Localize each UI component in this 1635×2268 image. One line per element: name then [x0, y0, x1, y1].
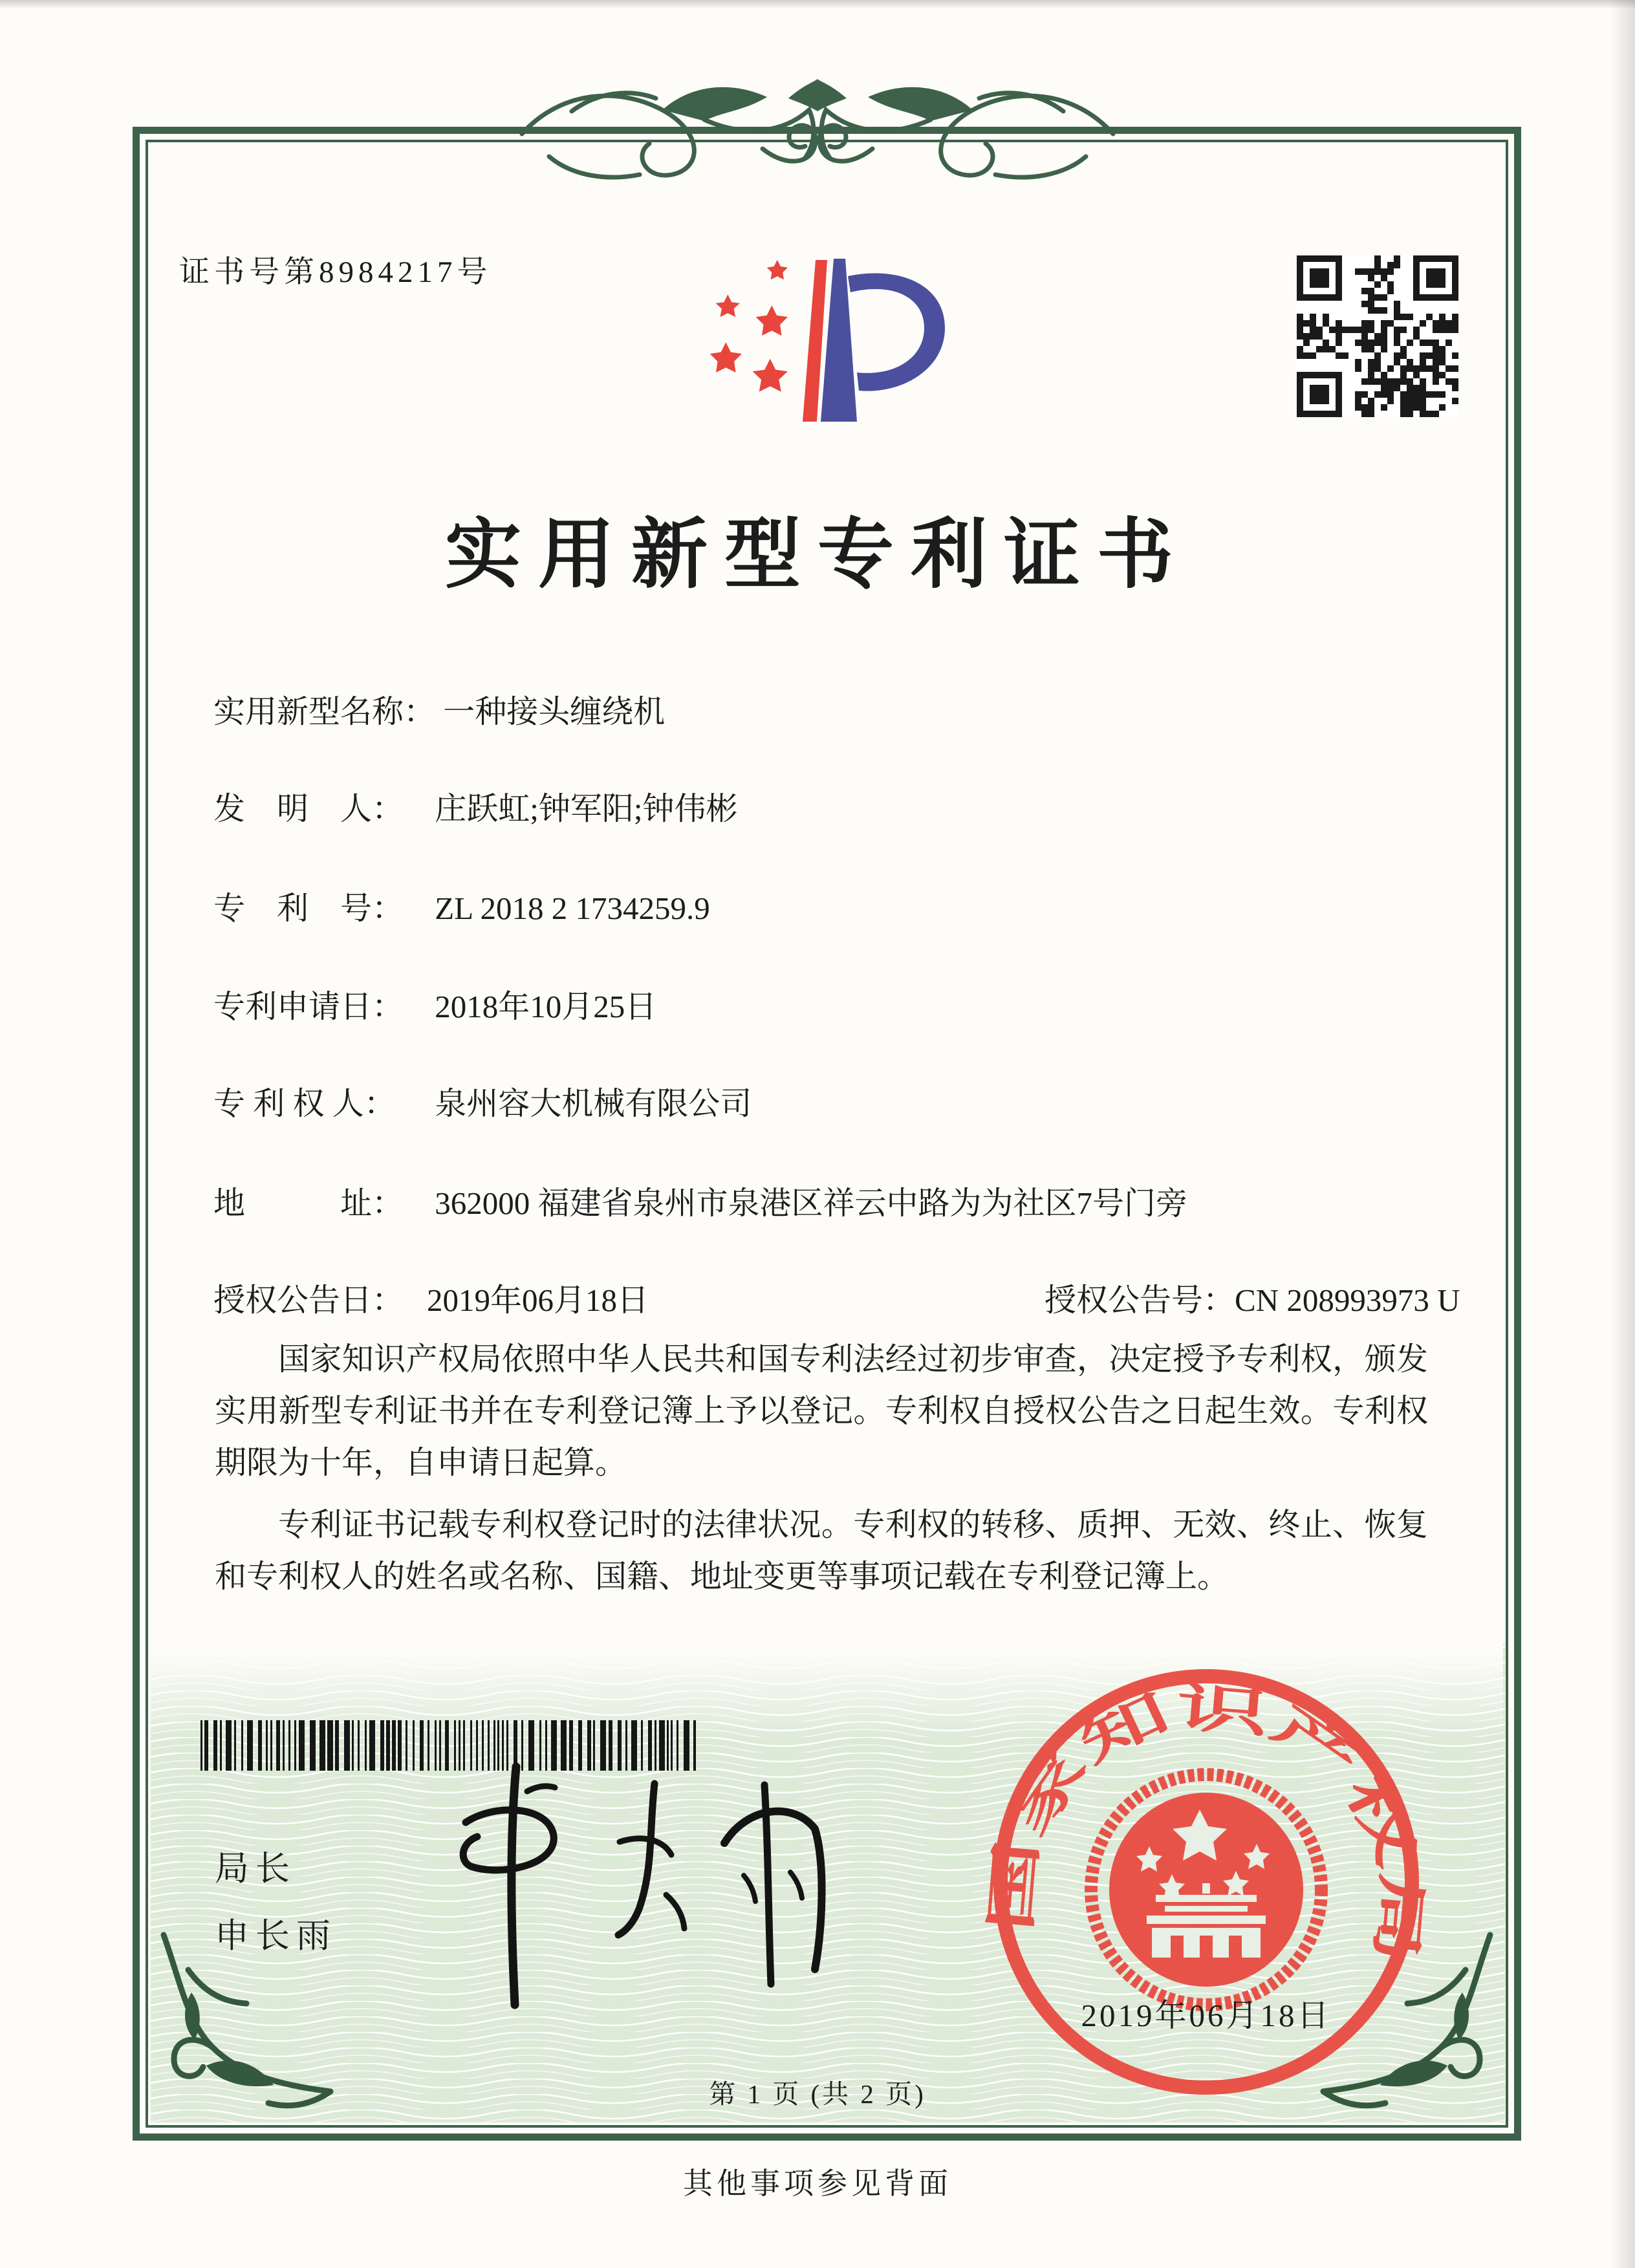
field-value: 一种接头缠绕机 [443, 694, 666, 729]
field-value: 庄跃虹;钟军阳;钟伟彬 [435, 791, 738, 826]
certificate-number: 证书号第8984217号 [179, 255, 492, 289]
legal-paragraph: 国家知识产权局依照中华人民共和国专利法经过初步审查，决定授予专利权，颁发实用新型专利证书并在专利登记簿上予以登记。专利权自授权公告之日起生效。专利权期限为十年，自申请日起算。 [215, 1341, 1428, 1480]
director-block [215, 1835, 337, 1970]
logo-p-curve [848, 273, 945, 391]
field-label: 发 明 人： [213, 791, 404, 826]
field-label: 授权公告日： [213, 1282, 404, 1318]
field-row-filing-date [213, 982, 656, 1027]
field-value: ZL 2018 2 1734259.9 [435, 891, 710, 926]
field-value: 泉州容大机械有限公司 [435, 1086, 752, 1121]
field-value: 2018年10月25日 [435, 989, 657, 1024]
logo-stars [710, 260, 788, 392]
field-row-name [213, 687, 665, 732]
seal-text: 国家知识产权局 [981, 1677, 1431, 1934]
field-row-address [213, 1178, 1187, 1224]
director-name: 申长雨 [215, 1917, 337, 1955]
field-label: 专 利 权 人： [213, 1086, 396, 1121]
field-label: 专 利 号： [213, 891, 404, 926]
scan-edge-shadow-top [0, 0, 1635, 9]
signature-script [362, 1746, 867, 2024]
field-row-inventors [213, 784, 737, 829]
cnipa-logo [707, 241, 956, 435]
field-row-grant [213, 1275, 1521, 1321]
seal-date: 2019年06月18日 [1081, 1998, 1332, 2033]
scan-edge-shadow-right [1610, 0, 1635, 2268]
field-row-patentee [213, 1079, 752, 1124]
dragon-scroll-ornament [510, 72, 1125, 199]
legal-text-block [215, 1334, 1428, 1613]
field-value: CN 208993973 U [1235, 1282, 1460, 1318]
field-row-patent-no [213, 883, 710, 929]
qr-code [1297, 255, 1458, 417]
field-value: 2019年06月18日 [427, 1282, 649, 1318]
page-number: 第 1 页 (共 2 页) [709, 2079, 926, 2109]
official-seal [980, 1656, 1433, 2108]
field-label: 专利申请日： [213, 989, 404, 1024]
field-value: 362000 福建省泉州市泉港区祥云中路为为社区7号门旁 [435, 1185, 1188, 1221]
grant-number-group [1045, 1275, 1460, 1321]
field-label: 授权公告号： [1045, 1282, 1235, 1318]
legal-paragraph: 专利证书记载专利权登记时的法律状况。专利权的转移、质押、无效、终止、恢复和专利权人的姓名或名称、国籍、地址变更等事项记载在专利登记簿上。 [215, 1507, 1428, 1594]
director-role: 局长 [215, 1850, 296, 1888]
certificate-title: 实用新型专利证书 [444, 513, 1190, 598]
back-side-note: 其他事项参见背面 [683, 2167, 952, 2200]
field-label: 地 址： [213, 1185, 404, 1221]
field-label: 实用新型名称： [213, 694, 436, 729]
